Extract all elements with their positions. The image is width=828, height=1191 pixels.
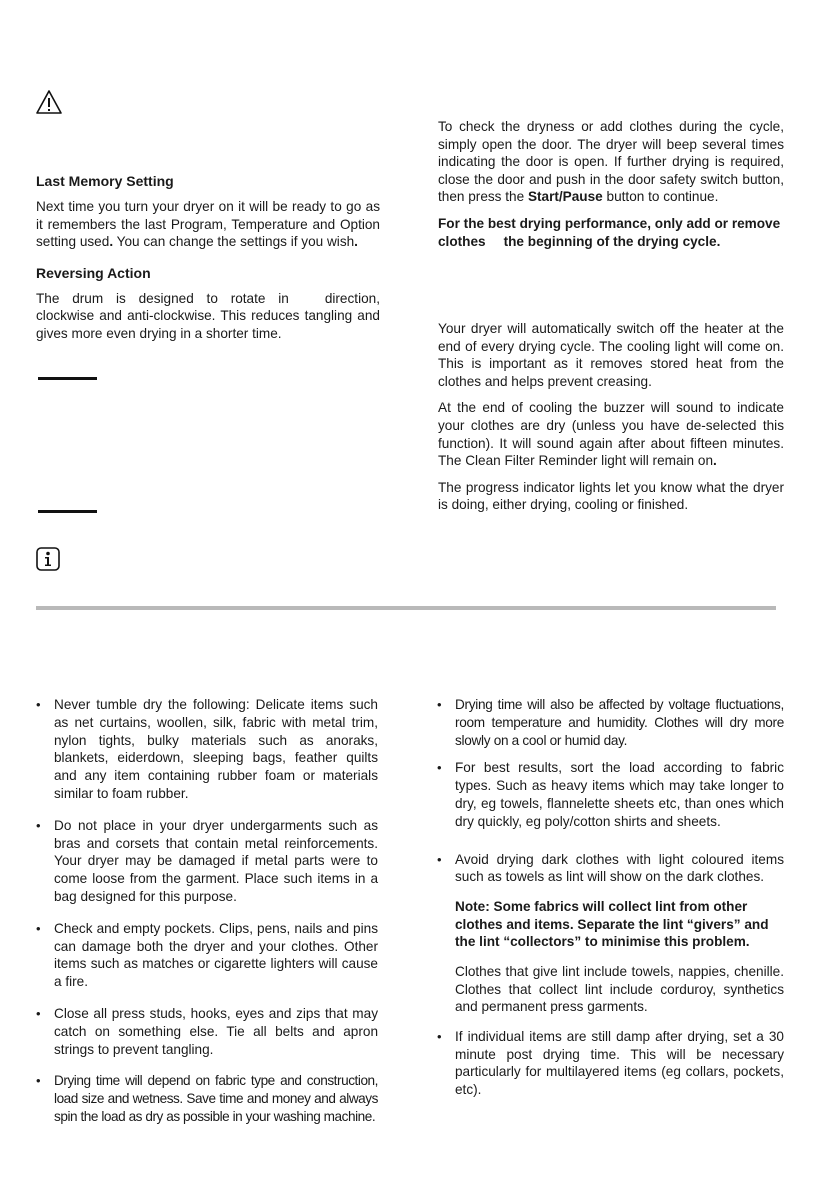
list-item: • For best results, sort the load according to fabric types. Such as heavy items which may take longer to dry, eg towels, flannelette sheets etc, than ones which dry quickly, eg poly/cotton shirts and sheets. [437,760,784,829]
list-item: • Never tumble dry the following: Delicate items such as net curtains, woollen, silk, fabric with metal trim, nylon tights, bulky materials such as anoraks, blankets, eiderdown, sleeping bags, feather quilts and any item containing rubber foam or materials similar to foam rubber. [36,697,378,801]
list-item: • Close all press studs, hooks, eyes and zips that may catch on something else. Tie all belts and apron strings to prevent tangling. [36,1005,378,1057]
right-bullet-list [437,696,784,886]
section-rule [38,377,97,380]
list-item: • Check and empty pockets. Clips, pens, nails and pins can damage both the dryer and your clothes. Other items such as matches or cigarette lighters will cause a fire. [36,920,378,990]
list-item: • Do not place in your dryer undergarments such as bras and corsets that contain metal reinforcements. Your dryer may be damaged if metal parts were to come loose from the garment. Place such items in a bag designed for this purpose. [36,817,378,904]
lint-note: Note: Some fabrics will collect lint from other clothes and items. Separate the lint “givers” and the lint “collectors” to minimise this problem. [455,899,769,950]
reversing-text: The drum is designed to rotate in direction, clockwise and anti-clockwise. This reduces tangling and gives more even drying in a shorter time. [36,290,380,341]
warning-icon [35,89,63,115]
progress-text: The progress indicator lights let you know what the dryer is doing, either drying, cooling or finished. [438,479,784,513]
list-item: • Drying time will also be affected by voltage fluctuations, room temperature and humidity. Clothes will dry more slowly on a cool or humid day. [437,697,784,748]
best-performance-note: For the best drying performance, only add or remove clothes the beginning of the drying cycle. [438,215,781,249]
right-bullet-list-2 [437,1028,784,1099]
buzzer-text: At the end of cooling the buzzer will sound to indicate your clothes are dry (unless you have de-selected this function). It will sound again after about fifteen minutes. The Clean Filter Reminder light will remain on. [438,400,784,469]
section-divider [36,606,776,610]
list-item: • Drying time will depend on fabric type and construction, load size and wetness. Save time and money and always spin the load as dry as possible in your washing machine. [36,1073,378,1124]
last-memory-text: Next time you turn your dryer on it will be ready to go as it remembers the last Program, Temperature and Option setting used. You can change the settings if you wish. [36,199,380,250]
check-dryness-text: To check the dryness or add clothes during the cycle, simply open the door. The dryer will beep several times indicating the door is open. If further drying is required, close the door and push in the door safety switch button, then press the Start/Pause button to continue. [438,119,784,205]
section-rule [38,510,97,513]
reversing-heading: Reversing Action [36,264,151,281]
info-icon [36,547,60,571]
lint-text: Clothes that give lint include towels, nappies, chenille. Clothes that collect lint include corduroy, synthetics and permanent press garments. [455,963,784,1015]
start-pause-label: Start/Pause [527,189,603,205]
cooling-text: Your dryer will automatically switch off the heater at the end of every drying cycle. The cooling light will come on. This is important as it removes stored heat from the clothes and helps prevent creasing. [438,321,784,389]
list-item: • Avoid drying dark clothes with light coloured items such as towels as lint will show on the dark clothes. [437,851,784,885]
list-item: • If individual items are still damp after drying, set a 30 minute post drying time. This will be necessary particularly for multilayered items (eg collars, pockets, etc). [437,1028,784,1098]
left-bullet-list [36,696,378,1126]
last-memory-heading: Last Memory Setting [36,173,174,189]
